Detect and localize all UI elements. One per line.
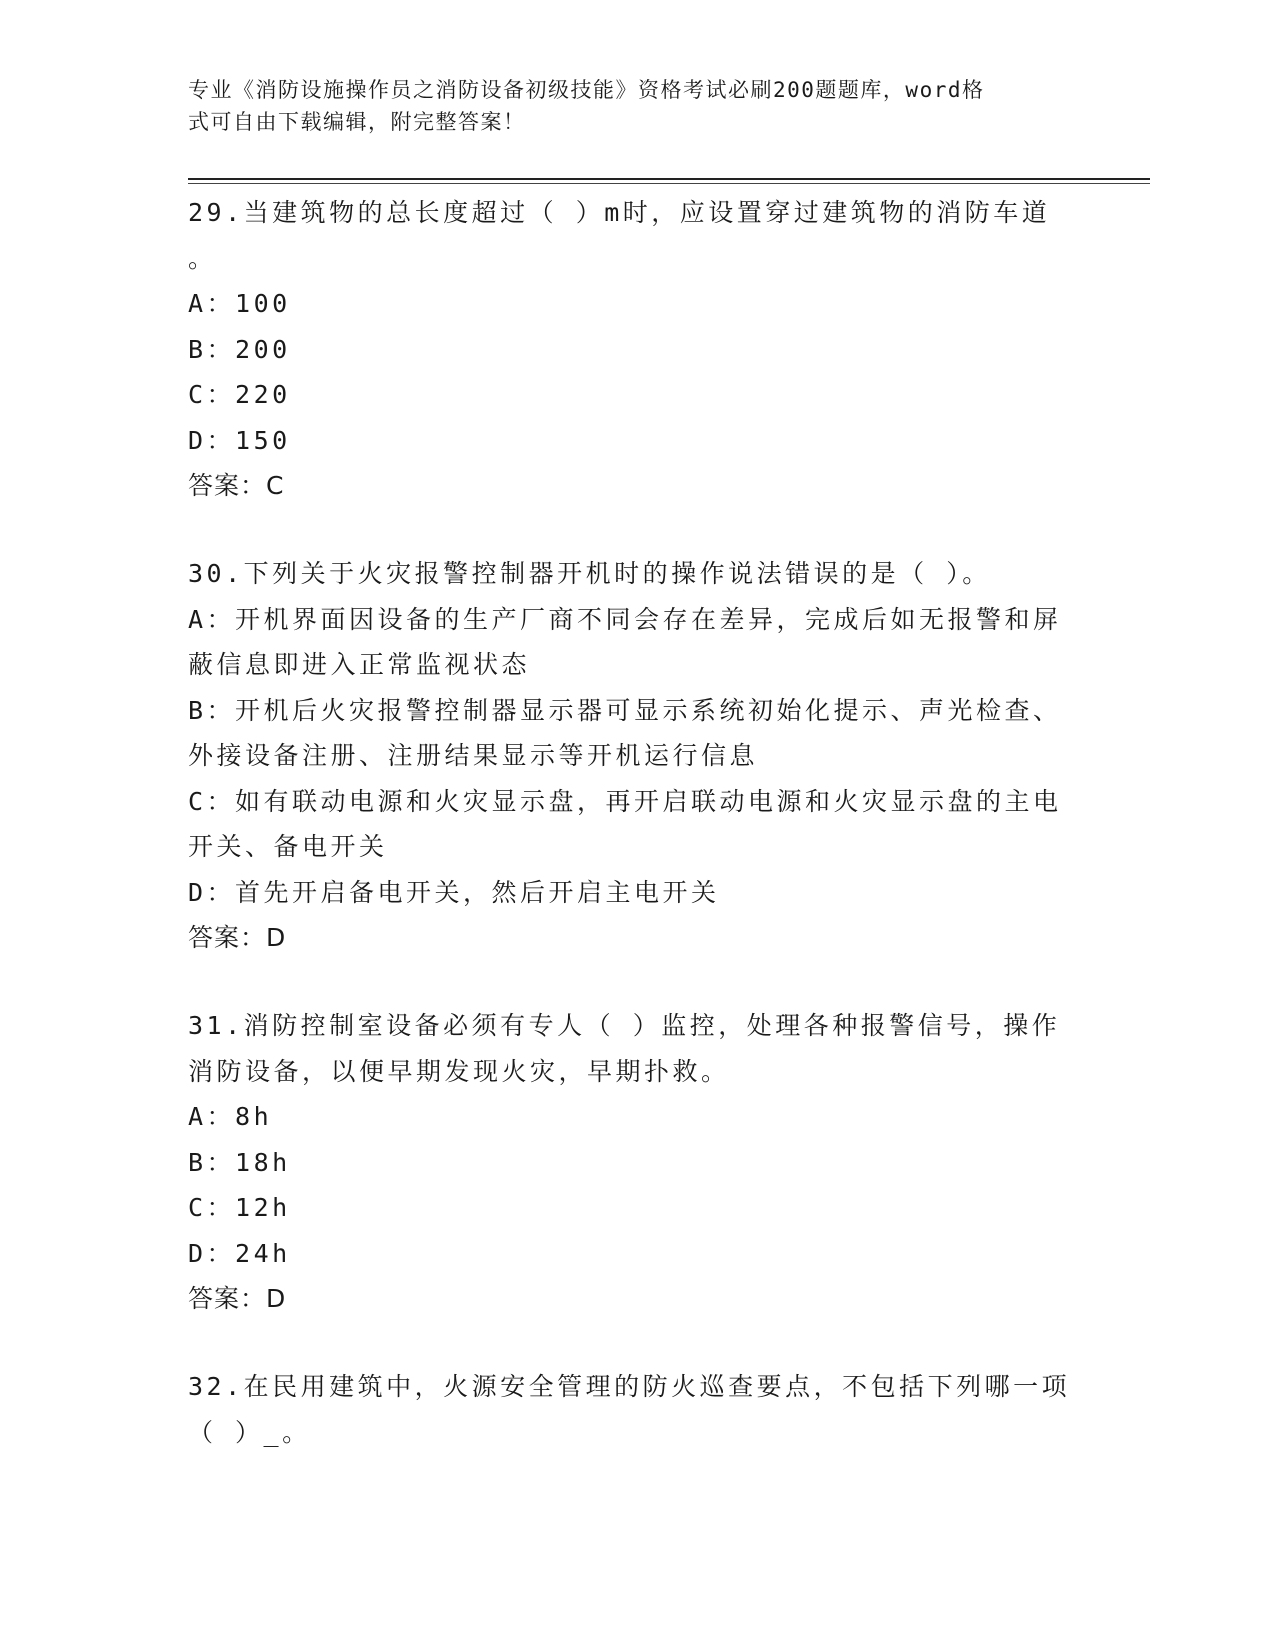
answer-option [188, 418, 1088, 464]
answer-option-line: C：12h [188, 1193, 291, 1222]
answer-option-line: 外接设备注册、注册结果显示等开机运行信息 [188, 741, 759, 770]
answer-option [188, 1140, 1088, 1186]
answer-option-line: A：100 [188, 289, 291, 318]
question-block [188, 190, 1088, 509]
question-stem-line: 32.在民用建筑中，火源安全管理的防火巡查要点，不包括下列哪一项 [188, 1372, 1071, 1401]
answer-option [188, 372, 1088, 418]
answer-option-line: B：200 [188, 334, 291, 364]
answer-option-line: B：18h [188, 1147, 291, 1177]
answer-option [188, 688, 1088, 779]
question-block [188, 1364, 1088, 1455]
question-stem-line: （ ）_。 [188, 1417, 311, 1447]
header-rule-thin [188, 183, 1150, 184]
question-stem-line: 29.当建筑物的总长度超过（ ）m时，应设置穿过建筑物的消防车道 [188, 198, 1051, 227]
question-stem-line: 消防设备，以便早期发现火灾，早期扑救。 [188, 1056, 730, 1086]
question-stem-line: 31.消防控制室设备必须有专人（ ）监控，处理各种报警信号，操作 [188, 1011, 1061, 1040]
question-block [188, 1003, 1088, 1322]
answer-option-line: C：220 [188, 380, 291, 409]
header-line-1: 专业《消防设施操作员之消防设备初级技能》资格考试必刷200题题库，word格 [188, 78, 985, 102]
answer-option-line: D：首先开启备电开关，然后开启主电开关 [188, 877, 720, 907]
answer-key: 答案：D [188, 1284, 287, 1313]
question-stem-line: 30.下列关于火灾报警控制器开机时的操作说法错误的是（ ）。 [188, 559, 991, 588]
answer-option-line: D：24h [188, 1238, 291, 1268]
document-header [188, 74, 1078, 138]
answer-option [188, 1094, 1088, 1140]
answer-option [188, 281, 1088, 327]
header-rule-thick [188, 178, 1150, 180]
answer-option [188, 1185, 1088, 1231]
answer-option [188, 327, 1088, 373]
answer-option-line: A：开机界面因设备的生产厂商不同会存在差异，完成后如无报警和屏 [188, 604, 1062, 634]
answer-option-line: 开关、备电开关 [188, 832, 388, 861]
question-stem-line: 。 [188, 243, 217, 273]
answer-option [188, 597, 1088, 688]
answer-option-line: 蔽信息即进入正常监视状态 [188, 650, 531, 679]
question-block [188, 551, 1088, 961]
answer-option [188, 1231, 1088, 1277]
answer-option-line: A：8h [188, 1102, 273, 1131]
answer-option [188, 870, 1088, 916]
answer-option [188, 779, 1088, 870]
answer-key: 答案：D [188, 923, 287, 952]
answer-option-line: D：150 [188, 425, 291, 455]
header-line-2: 式可自由下载编辑，附完整答案！ [188, 110, 526, 134]
question-list [188, 190, 1088, 1497]
answer-key: 答案：C [188, 471, 285, 500]
answer-option-line: B：开机后火灾报警控制器显示器可显示系统初始化提示、声光检查、 [188, 695, 1062, 725]
answer-option-line: C：如有联动电源和火灾显示盘，再开启联动电源和火灾显示盘的主电 [188, 786, 1062, 816]
